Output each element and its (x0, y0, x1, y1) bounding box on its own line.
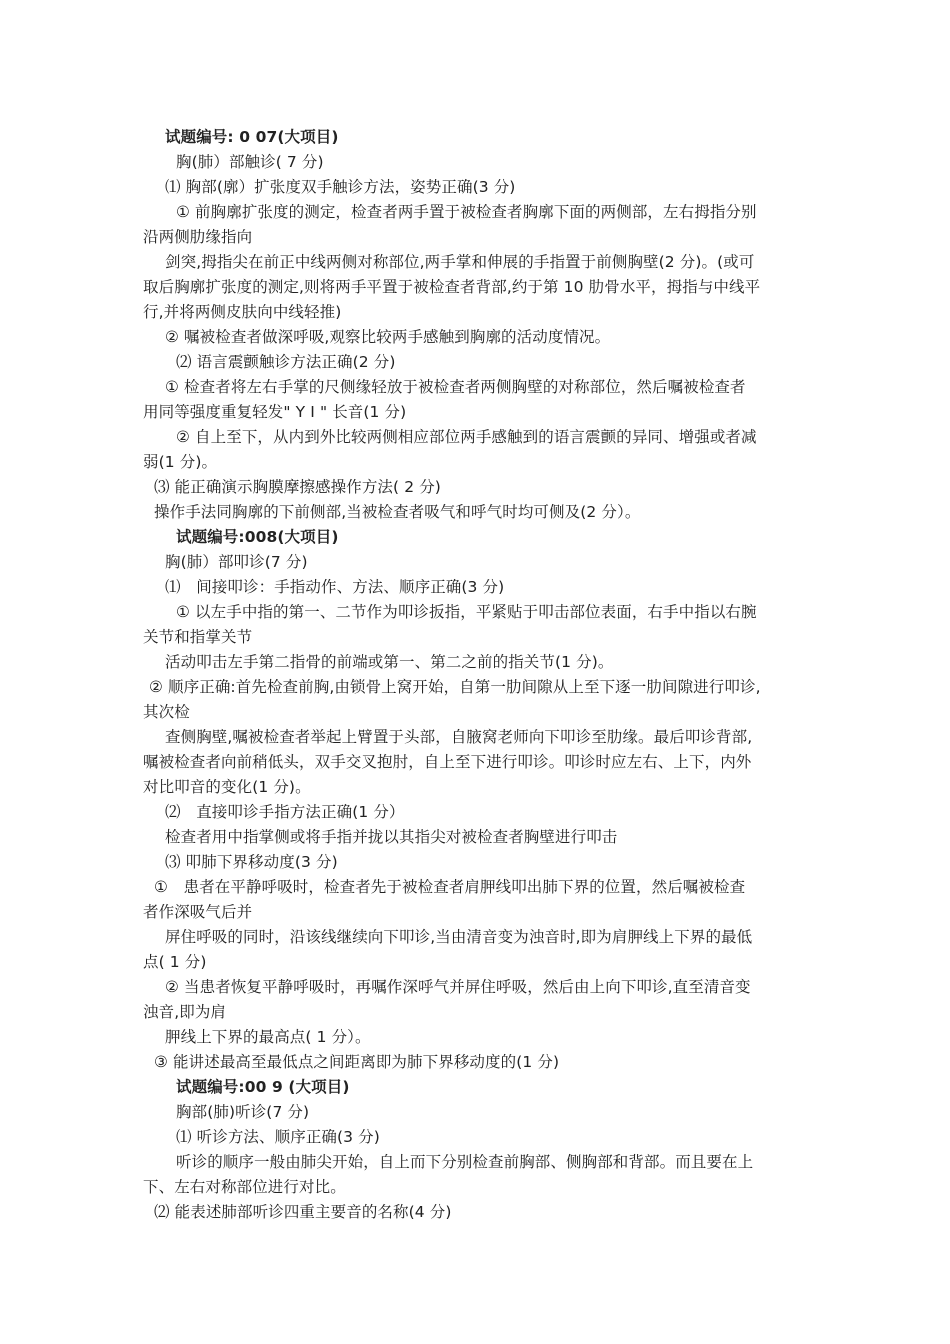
paragraph-line: ① 以左手中指的第一、二节作为叩诊扳指，平紧贴于叩击部位表面，右手中指以右腕 (176, 603, 757, 621)
paragraph-line: 关节和指掌关节 (143, 628, 253, 646)
paragraph-line: ② 当患者恢复平静呼吸时，再嘱作深呼气并屏住呼吸，然后由上向下叩诊,直至清音变 (165, 978, 751, 996)
sub-item: ⑴ 听诊方法、顺序正确(3 分) (176, 1128, 380, 1146)
question-heading: 试题编号: 0 07(大项目) (165, 128, 339, 146)
paragraph-line: 者作深吸气后并 (143, 903, 253, 921)
paragraph-line: 弱(1 分)。 (143, 453, 218, 471)
paragraph-line: 查侧胸壁,嘱被检查者举起上臂置于头部，自腋窝老师向下叩诊至肋缘。最后叩诊背部, (165, 728, 753, 746)
paragraph-line: 对比叩音的变化(1 分)。 (143, 778, 311, 796)
paragraph-line: 剑突,拇指尖在前正中线两侧对称部位,两手掌和伸展的手指置于前侧胸壁(2 分)。(或可 (165, 253, 755, 271)
paragraph-line: ② 嘱被检查者做深呼吸,观察比较两手感触到胸廓的活动度情况。 (165, 328, 611, 346)
paragraph-line: ① 前胸廓扩张度的测定，检查者两手置于被检查者胸廓下面的两侧部，左右拇指分别 (176, 203, 757, 221)
sub-item: ⑴ 间接叩诊：手指动作、方法、顺序正确(3 分) (165, 578, 505, 596)
paragraph-line: 嘱被检查者向前稍低头，双手交叉抱肘，自上至下进行叩诊。叩诊时应左右、上下，内外 (143, 753, 752, 771)
section-title: 胸(肺）部叩诊(7 分) (165, 553, 308, 571)
paragraph-line: 检查者用中指掌侧或将手指并拢以其指尖对被检查者胸壁进行叩击 (165, 828, 618, 846)
sub-item: ⑵ 能表述肺部听诊四重主要音的名称(4 分) (154, 1203, 452, 1221)
sub-item: ⑵ 语言震颤触诊方法正确(2 分) (176, 353, 396, 371)
sub-item: ⑶ 能正确演示胸膜摩擦感操作方法( 2 分) (154, 478, 441, 496)
section-title: 胸(肺）部触诊( 7 分) (176, 153, 324, 171)
paragraph-line: 操作手法同胸廓的下前侧部,当被检查者吸气和呼气时均可侧及(2 分）。 (154, 503, 641, 521)
paragraph-line: ② 自上至下，从内到外比较两侧相应部位两手感触到的语言震颤的异同、增强或者减 (176, 428, 757, 446)
question-heading: 试题编号:008(大项目) (176, 528, 339, 546)
paragraph-line: 用同等强度重复轻发" Y I " 长音(1 分) (143, 403, 407, 421)
paragraph-line: ① 检查者将左右手掌的尺侧缘轻放于被检查者两侧胸壁的对称部位，然后嘱被检查者 (165, 378, 746, 396)
paragraph-line: 听诊的顺序一般由肺尖开始，自上而下分别检查前胸部、侧胸部和背部。而且要在上 (176, 1153, 754, 1171)
paragraph-line: ② 顺序正确:首先检查前胸,由锁骨上窝开始，自第一肋间隙从上至下逐一肋间隙进行叩诊, (149, 678, 761, 696)
paragraph-line: ① 患者在平静呼吸时，检查者先于被检查者肩胛线叩出肺下界的位置，然后嘱被检查 (154, 878, 746, 896)
section-title: 胸部(肺)听诊(7 分) (176, 1103, 310, 1121)
paragraph-line: 沿两侧肋缘指向 (143, 228, 253, 246)
paragraph-line: ③ 能讲述最高至最低点之间距离即为肺下界移动度的(1 分) (154, 1053, 560, 1071)
sub-item: ⑵ 直接叩诊手指方法正确(1 分） (165, 803, 405, 821)
paragraph-line: 其次检 (143, 703, 190, 721)
paragraph-line: 取后胸廓扩张度的测定,则将两手平置于被检查者背部,约于第 10 肋骨水平，拇指与中线平 (143, 278, 761, 296)
paragraph-line: 胛线上下界的最高点( 1 分）。 (165, 1028, 371, 1046)
question-heading: 试题编号:00 9 (大项目) (176, 1078, 350, 1096)
sub-item: ⑶ 叩肺下界移动度(3 分) (165, 853, 338, 871)
sub-item: ⑴ 胸部(廓）扩张度双手触诊方法，姿势正确(3 分) (165, 178, 516, 196)
paragraph-line: 行,并将两侧皮肤向中线轻推) (143, 303, 342, 321)
paragraph-line: 屏住呼吸的同时，沿该线继续向下叩诊,当由清音变为浊音时,即为肩胛线上下界的最低 (165, 928, 753, 946)
paragraph-line: 点( 1 分) (143, 953, 207, 971)
paragraph-line: 下、左右对称部位进行对比。 (143, 1178, 346, 1196)
paragraph-line: 活动叩击左手第二指骨的前端或第一、第二之前的指关节(1 分)。 (165, 653, 614, 671)
paragraph-line: 浊音,即为肩 (143, 1003, 227, 1021)
